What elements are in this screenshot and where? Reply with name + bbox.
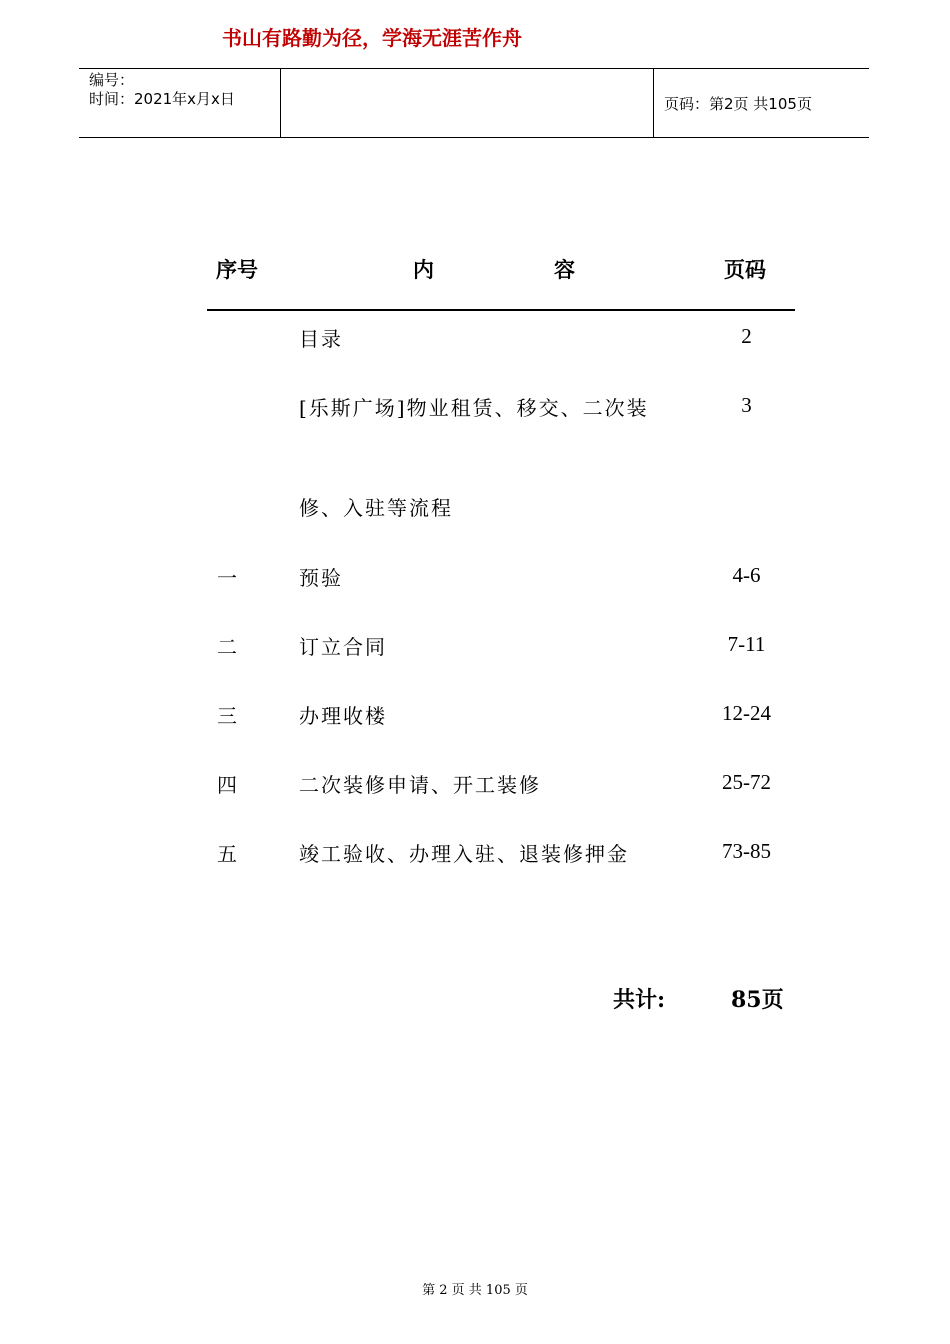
page-footer: 第 2 页 共 105 页 (422, 1283, 528, 1298)
header-page-info: 页码：第2页 共105页 (664, 95, 812, 113)
total-label: 共计: (613, 987, 666, 1013)
toc-row-text: 二次装修申请、开工装修 (299, 773, 541, 797)
toc-row-page: 2 (741, 324, 752, 348)
toc-col-number: 序号 (216, 257, 258, 282)
total-value: 85页 (731, 987, 784, 1013)
toc-col-page: 页码 (724, 257, 766, 282)
toc-row-text: 目录 (299, 327, 343, 351)
toc-row-text: [乐斯广场]物业租赁、移交、二次装 (299, 396, 649, 420)
doc-number-label: 编号： (89, 71, 135, 89)
header-motto: 书山有路勤为径，学海无涯苦作舟 (222, 26, 522, 50)
toc-row-number: 一 (217, 566, 237, 590)
toc-row-page: 73-85 (722, 839, 771, 863)
toc-row-text: 办理收楼 (299, 704, 387, 728)
toc-row-page: 12-24 (722, 701, 771, 725)
toc-row-page: 7-11 (727, 632, 766, 656)
toc-row-text: 竣工验收、办理入驻、退装修押金 (299, 842, 629, 866)
toc-row-number: 二 (217, 635, 237, 659)
toc-row-number: 四 (217, 773, 237, 797)
doc-time-label: 时间：2021年x月x日 (89, 90, 235, 108)
toc-row-page: 4-6 (732, 563, 761, 587)
header-divider (653, 69, 654, 137)
toc-row-number: 五 (217, 842, 237, 866)
toc-col-content-1: 内 (413, 257, 434, 282)
toc-header-rule (207, 309, 795, 311)
toc-row-text: 订立合同 (299, 635, 387, 659)
toc-row-page: 25-72 (722, 770, 771, 794)
toc-row-text: 预验 (299, 566, 343, 590)
toc-row-text: 修、入驻等流程 (299, 496, 453, 520)
toc-col-content-2: 容 (554, 257, 575, 282)
toc-row-page: 3 (741, 393, 752, 417)
toc-row-number: 三 (217, 704, 237, 728)
